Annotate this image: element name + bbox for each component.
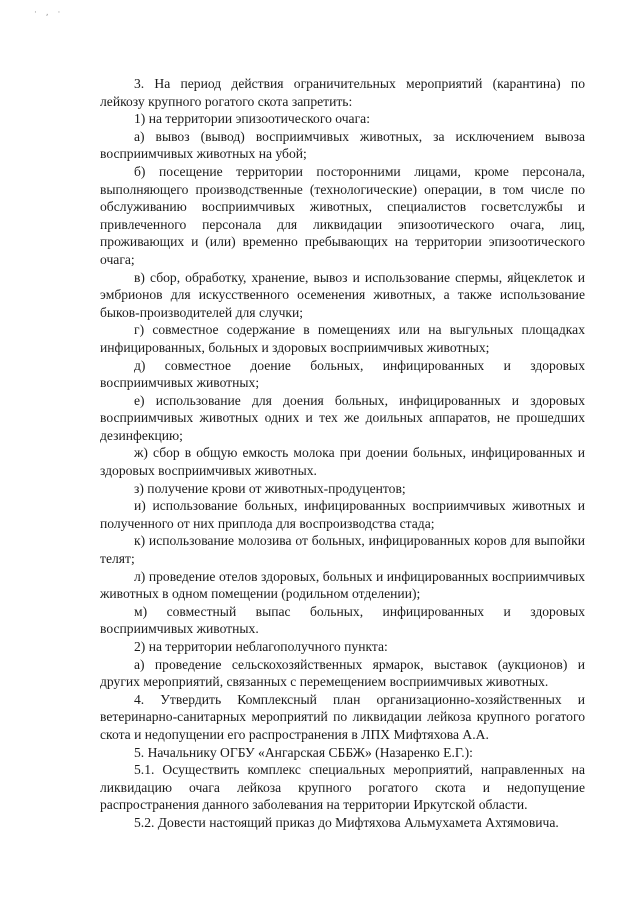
- paragraph-5-head-instruction: 5. Начальнику ОГБУ «Ангарская СББЖ» (Назаренко Е.Г.):: [134, 744, 473, 760]
- paragraph-3-2-a: а) проведение сельскохозяйственных ярмарок, выставок (аукционов) и других мероприятий, связанных с перемещением восприимчивых животных.: [100, 656, 585, 690]
- paragraph-3-1-v: в) сбор, обработку, хранение, вывоз и использование спермы, яйцеклеток и эмбрионов для искусственного осеменения животных, а также использование быков-производителей для случки;: [100, 269, 585, 320]
- paragraph-3-1-g: г) совместное содержание в помещениях или на выгульных площадках инфицированных, больных и здоровых восприимчивых животных;: [100, 322, 585, 355]
- document-body: [100, 75, 585, 832]
- paragraph-3-1-a: а) вывоз (вывод) восприимчивых животных, за исключением вывоза восприимчивых животных на убой;: [100, 128, 585, 162]
- scan-artifact: · , ·: [34, 8, 64, 18]
- paragraph-3-1-z: з) получение крови от животных-продуцентов;: [134, 480, 406, 496]
- paragraph-3-1-outbreak-territory: 1) на территории эпизоотического очага:: [134, 111, 370, 127]
- paragraph-3-1-e: е) использование для доения больных, инфицированных и здоровых восприимчивых животных одних и тех же доильных аппаратов, не прошедших дезинфекцию;: [100, 392, 585, 443]
- paragraph-3-1-b: б) посещение территории посторонними лицами, кроме персонала, выполняющего производственные (технологические) операции, в том числе по обслуживанию восприимчивых животных, специалистов госветслужбы и привлеченного персонала для ликвидации эпизоотического очага, лиц, проживающих и (или) временно пребывающих на территории эпизоотического очага;: [100, 163, 585, 267]
- paragraph-3-1-d: д) совместное доение больных, инфицированных и здоровых восприимчивых животных;: [100, 357, 585, 391]
- paragraph-3-1-k: к) использование молозива от больных, инфицированных коров для выпойки телят;: [100, 533, 585, 567]
- paragraph-3-2-unfavorable-point: 2) на территории неблагополучного пункта:: [134, 639, 388, 654]
- paragraph-4-approve-plan: 4. Утвердить Комплексный план организационно-хозяйственных и ветеринарно-санитарных мероприятий по ликвидации лейкоза крупного рогатого скота и недопущении его распространения в ЛПХ Мифтяхова А.А.: [100, 691, 585, 742]
- paragraph-3-1-l: л) проведение отелов здоровых, больных и инфицированных восприимчивых животных в одном помещении (родильном отделении);: [100, 568, 585, 602]
- paragraph-3-1-m: м) совместный выпас больных, инфицированных и здоровых восприимчивых животных.: [100, 603, 585, 637]
- paragraph-5-1: 5.1. Осуществить комплекс специальных мероприятий, направленных на ликвидацию очага лейкоза крупного рогатого скота и недопущение распространения данного заболевания на территории Иркутской области.: [100, 762, 585, 813]
- paragraph-3-1-zh: ж) сбор в общую емкость молока при доении больных, инфицированных и здоровых восприимчивых животных.: [100, 445, 585, 479]
- paragraph-5-2: 5.2. Довести настоящий приказ до Мифтяхова Альмухамета Ахтямовича.: [134, 814, 559, 830]
- paragraph-3-1-i: и) использование больных, инфицированных восприимчивых животных и полученного от них приплода для воспроизводства стада;: [100, 498, 585, 531]
- paragraph-3-restrictions: 3. На период действия ограничительных мероприятий (карантина) по лейкозу крупного рогатого скота запретить:: [100, 76, 585, 109]
